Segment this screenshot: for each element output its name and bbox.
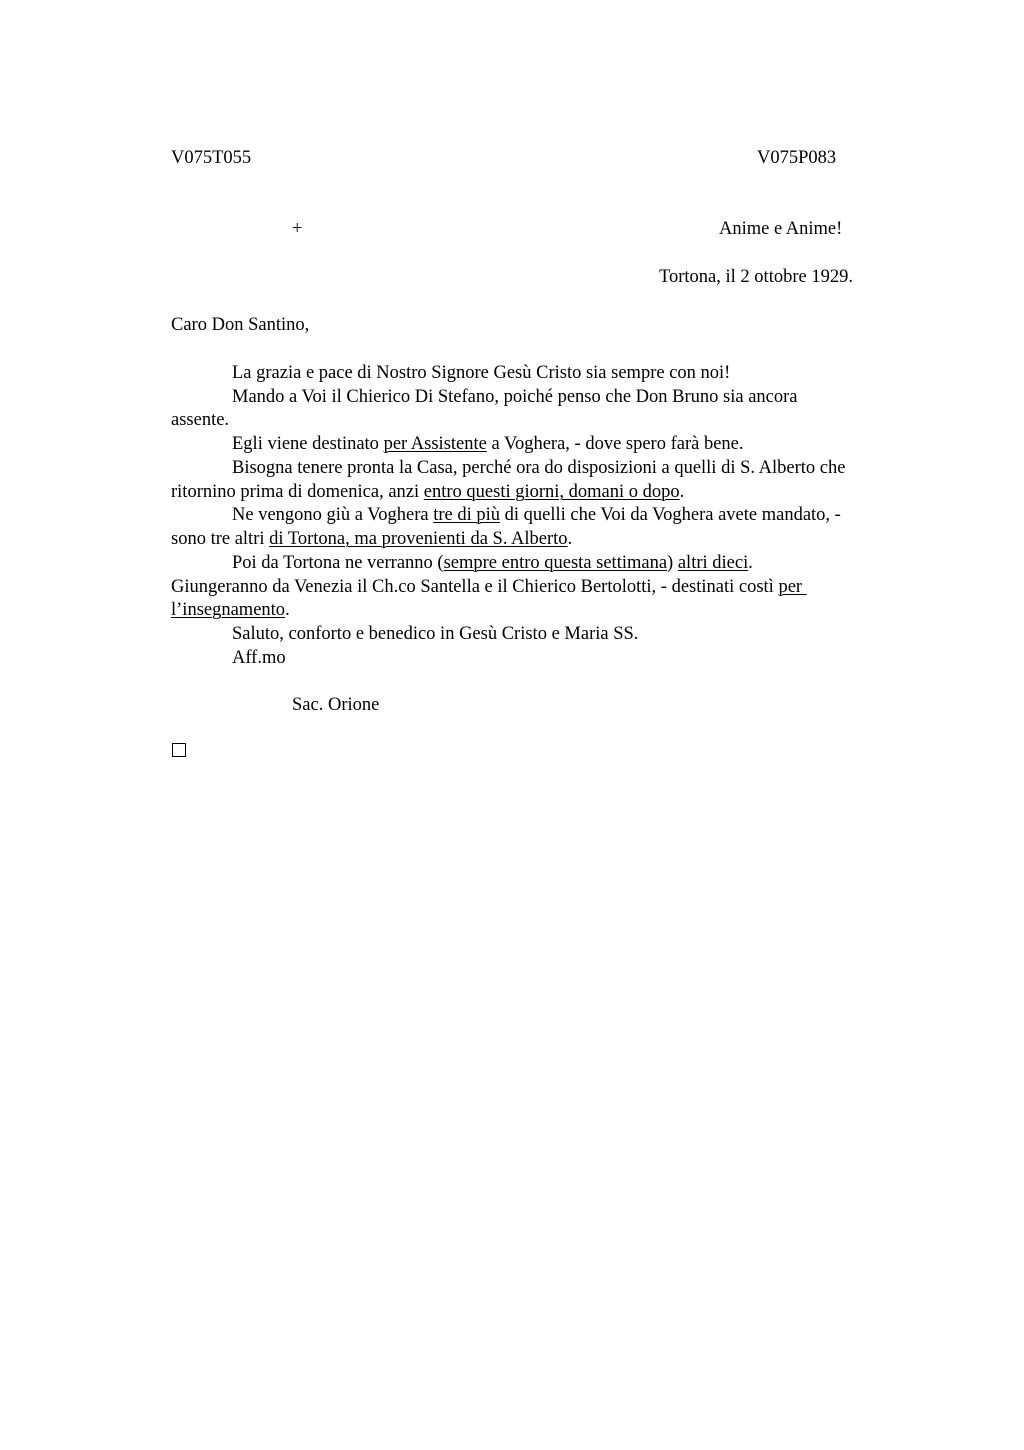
- underlined-text: l’insegnamento: [171, 600, 286, 620]
- text-segment: Ne vengono giù a Voghera: [232, 505, 434, 525]
- body-line-5: Bisogna tenere pronta la Casa, perché ora do disposizioni a quelli di S. Alberto che: [232, 458, 846, 478]
- text-segment: .: [285, 600, 290, 620]
- underlined-text: per: [778, 577, 807, 597]
- text-segment: a Voghera, - dove spero farà bene.: [486, 434, 744, 454]
- motto: Anime e Anime!: [719, 219, 843, 239]
- salutation: Caro Don Santino,: [171, 315, 310, 335]
- body-line-3: assente.: [171, 410, 230, 430]
- underlined-text: sempre entro questa settimana: [443, 553, 668, 573]
- underlined-text: di Tortona, ma provenienti da S. Alberto: [269, 529, 568, 549]
- date-line: Tortona, il 2 ottobre 1929.: [659, 267, 853, 287]
- closing-line: Aff.mo: [232, 648, 286, 668]
- text-segment: .: [679, 482, 685, 502]
- body-line-12: Saluto, conforto e benedico in Gesù Cristo e Maria SS.: [232, 624, 639, 644]
- body-line-11: [171, 598, 290, 622]
- cross-symbol: +: [292, 219, 303, 239]
- empty-square-icon: [172, 743, 186, 757]
- body-line-7: [232, 503, 841, 527]
- text-segment: di quelli che Voi da Voghera avete mandato, -: [500, 505, 841, 525]
- text-segment: ritornino prima di domenica, anzi: [171, 482, 424, 502]
- text-segment: sono tre altri: [171, 529, 270, 549]
- body-line-2: Mando a Voi il Chierico Di Stefano, poiché penso che Don Bruno sia ancora: [232, 387, 798, 407]
- text-segment: .: [567, 529, 573, 549]
- body-line-8: [171, 527, 572, 551]
- body-line-9: [232, 551, 753, 575]
- body-line-10: [171, 575, 807, 599]
- document-code-left: V075T055: [171, 148, 252, 168]
- text-segment: Giungeranno da Venezia il Ch.co Santella e il Chierico Bertolotti, - destinati costì: [171, 577, 779, 597]
- signature: Sac. Orione: [292, 695, 380, 715]
- body-line-6: [171, 480, 684, 504]
- document-code-right: V075P083: [757, 148, 837, 168]
- underlined-text: altri dieci: [677, 553, 749, 573]
- body-line-1: La grazia e pace di Nostro Signore Gesù Cristo sia sempre con noi!: [232, 363, 731, 383]
- text-segment: Egli viene destinato: [232, 434, 384, 454]
- underlined-text: entro questi giorni, domani o dopo: [423, 482, 680, 502]
- underlined-text: per Assistente: [383, 434, 487, 454]
- body-line-4: [232, 432, 744, 456]
- text-segment: ): [667, 553, 678, 573]
- text-segment: .: [748, 553, 753, 573]
- text-segment: Poi da Tortona ne verranno (: [232, 553, 444, 573]
- underlined-text: tre di più: [433, 505, 501, 525]
